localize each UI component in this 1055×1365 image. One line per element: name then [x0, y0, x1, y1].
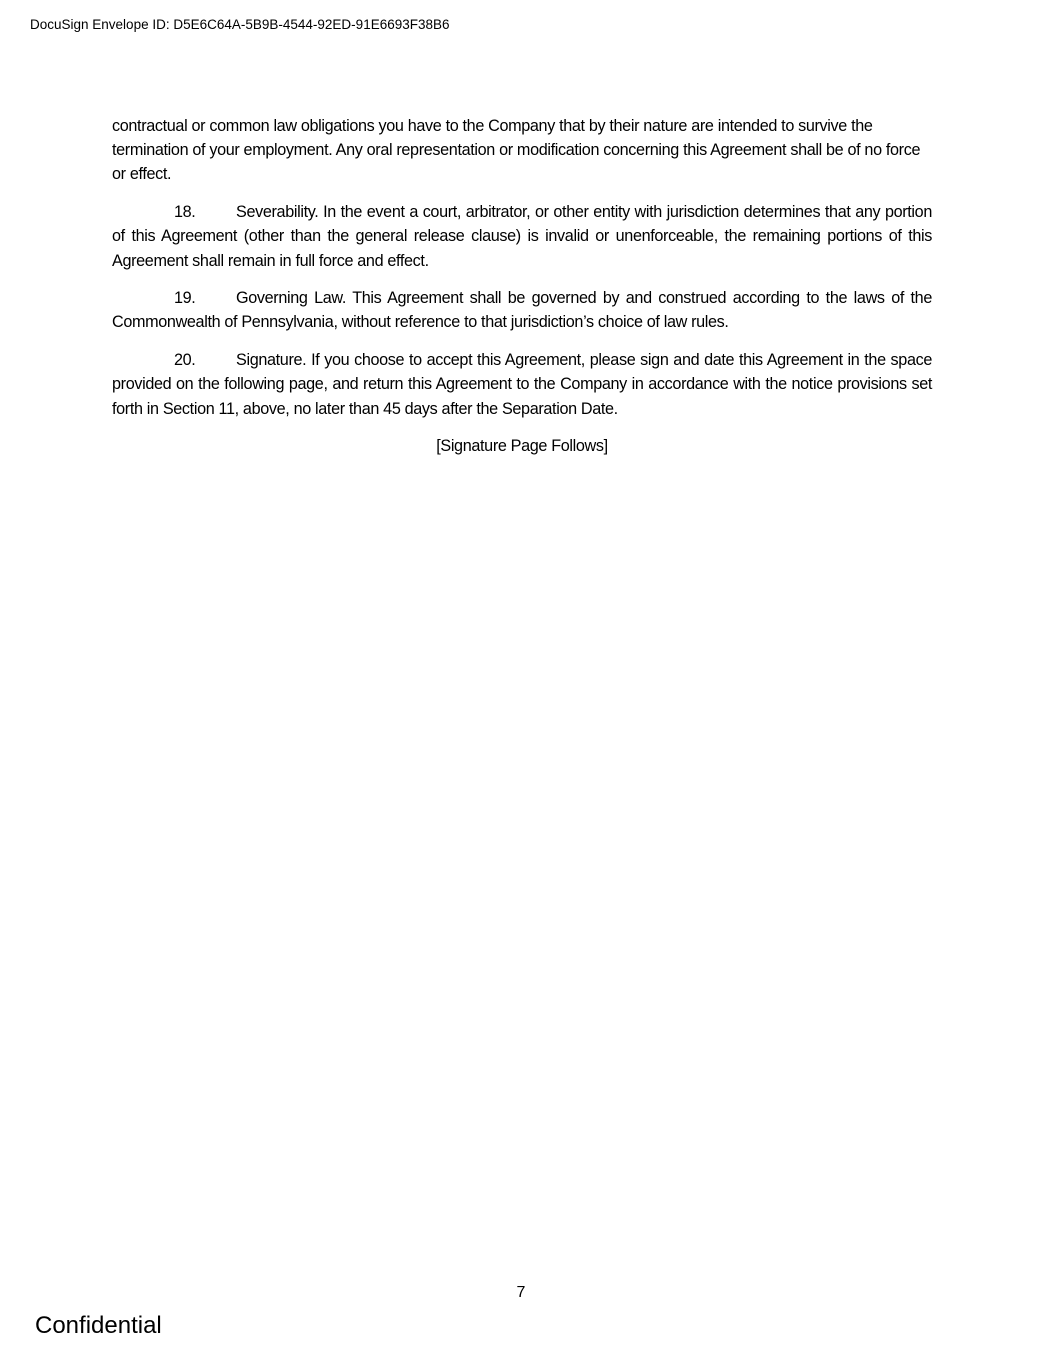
- docusign-envelope-id: DocuSign Envelope ID: D5E6C64A-5B9B-4544-92ED-91E6693F38B6: [30, 17, 450, 32]
- section-18-severability: [112, 200, 932, 273]
- section-heading: Signature.: [236, 351, 307, 370]
- continuation-paragraph: contractual or common law obligations you have to the Company that by their nature are intended to survive the termination of your employment. Any oral representation or modification concerning this Agreement shall be of no force or effect.: [112, 117, 921, 184]
- section-number: 19.: [174, 289, 196, 308]
- section-heading: Severability.: [236, 203, 319, 222]
- section-number: 20.: [174, 351, 196, 370]
- page-number: 7: [516, 1284, 526, 1301]
- confidential-label: Confidential: [35, 1312, 162, 1339]
- section-text: In the event a court, arbitrator, or other entity with jurisdiction determines that any portion of this Agreement (other than the general release clause) is invalid or unenforceable, the remaining portions of this Agreement shall remain in full force and effect.: [112, 203, 932, 270]
- section-text: If you choose to accept this Agreement, please sign and date this Agreement in the space provided on the following page, and return this Agreement to the Company in accordance with the notice provisions set forth in Section 11, above, no later than 45 days after the Separation Date.: [112, 351, 932, 418]
- section-number: 18.: [174, 203, 196, 222]
- section-19-governing-law: [112, 286, 932, 334]
- section-20-signature: [112, 348, 932, 421]
- section-text: This Agreement shall be governed by and construed according to the laws of the Commonwealth of Pennsylvania, without reference to that jurisdiction’s choice of law rules.: [112, 289, 932, 332]
- agreement-body: [112, 114, 932, 458]
- signature-page-follows: [Signature Page Follows]: [436, 437, 608, 456]
- section-heading: Governing Law.: [236, 289, 346, 308]
